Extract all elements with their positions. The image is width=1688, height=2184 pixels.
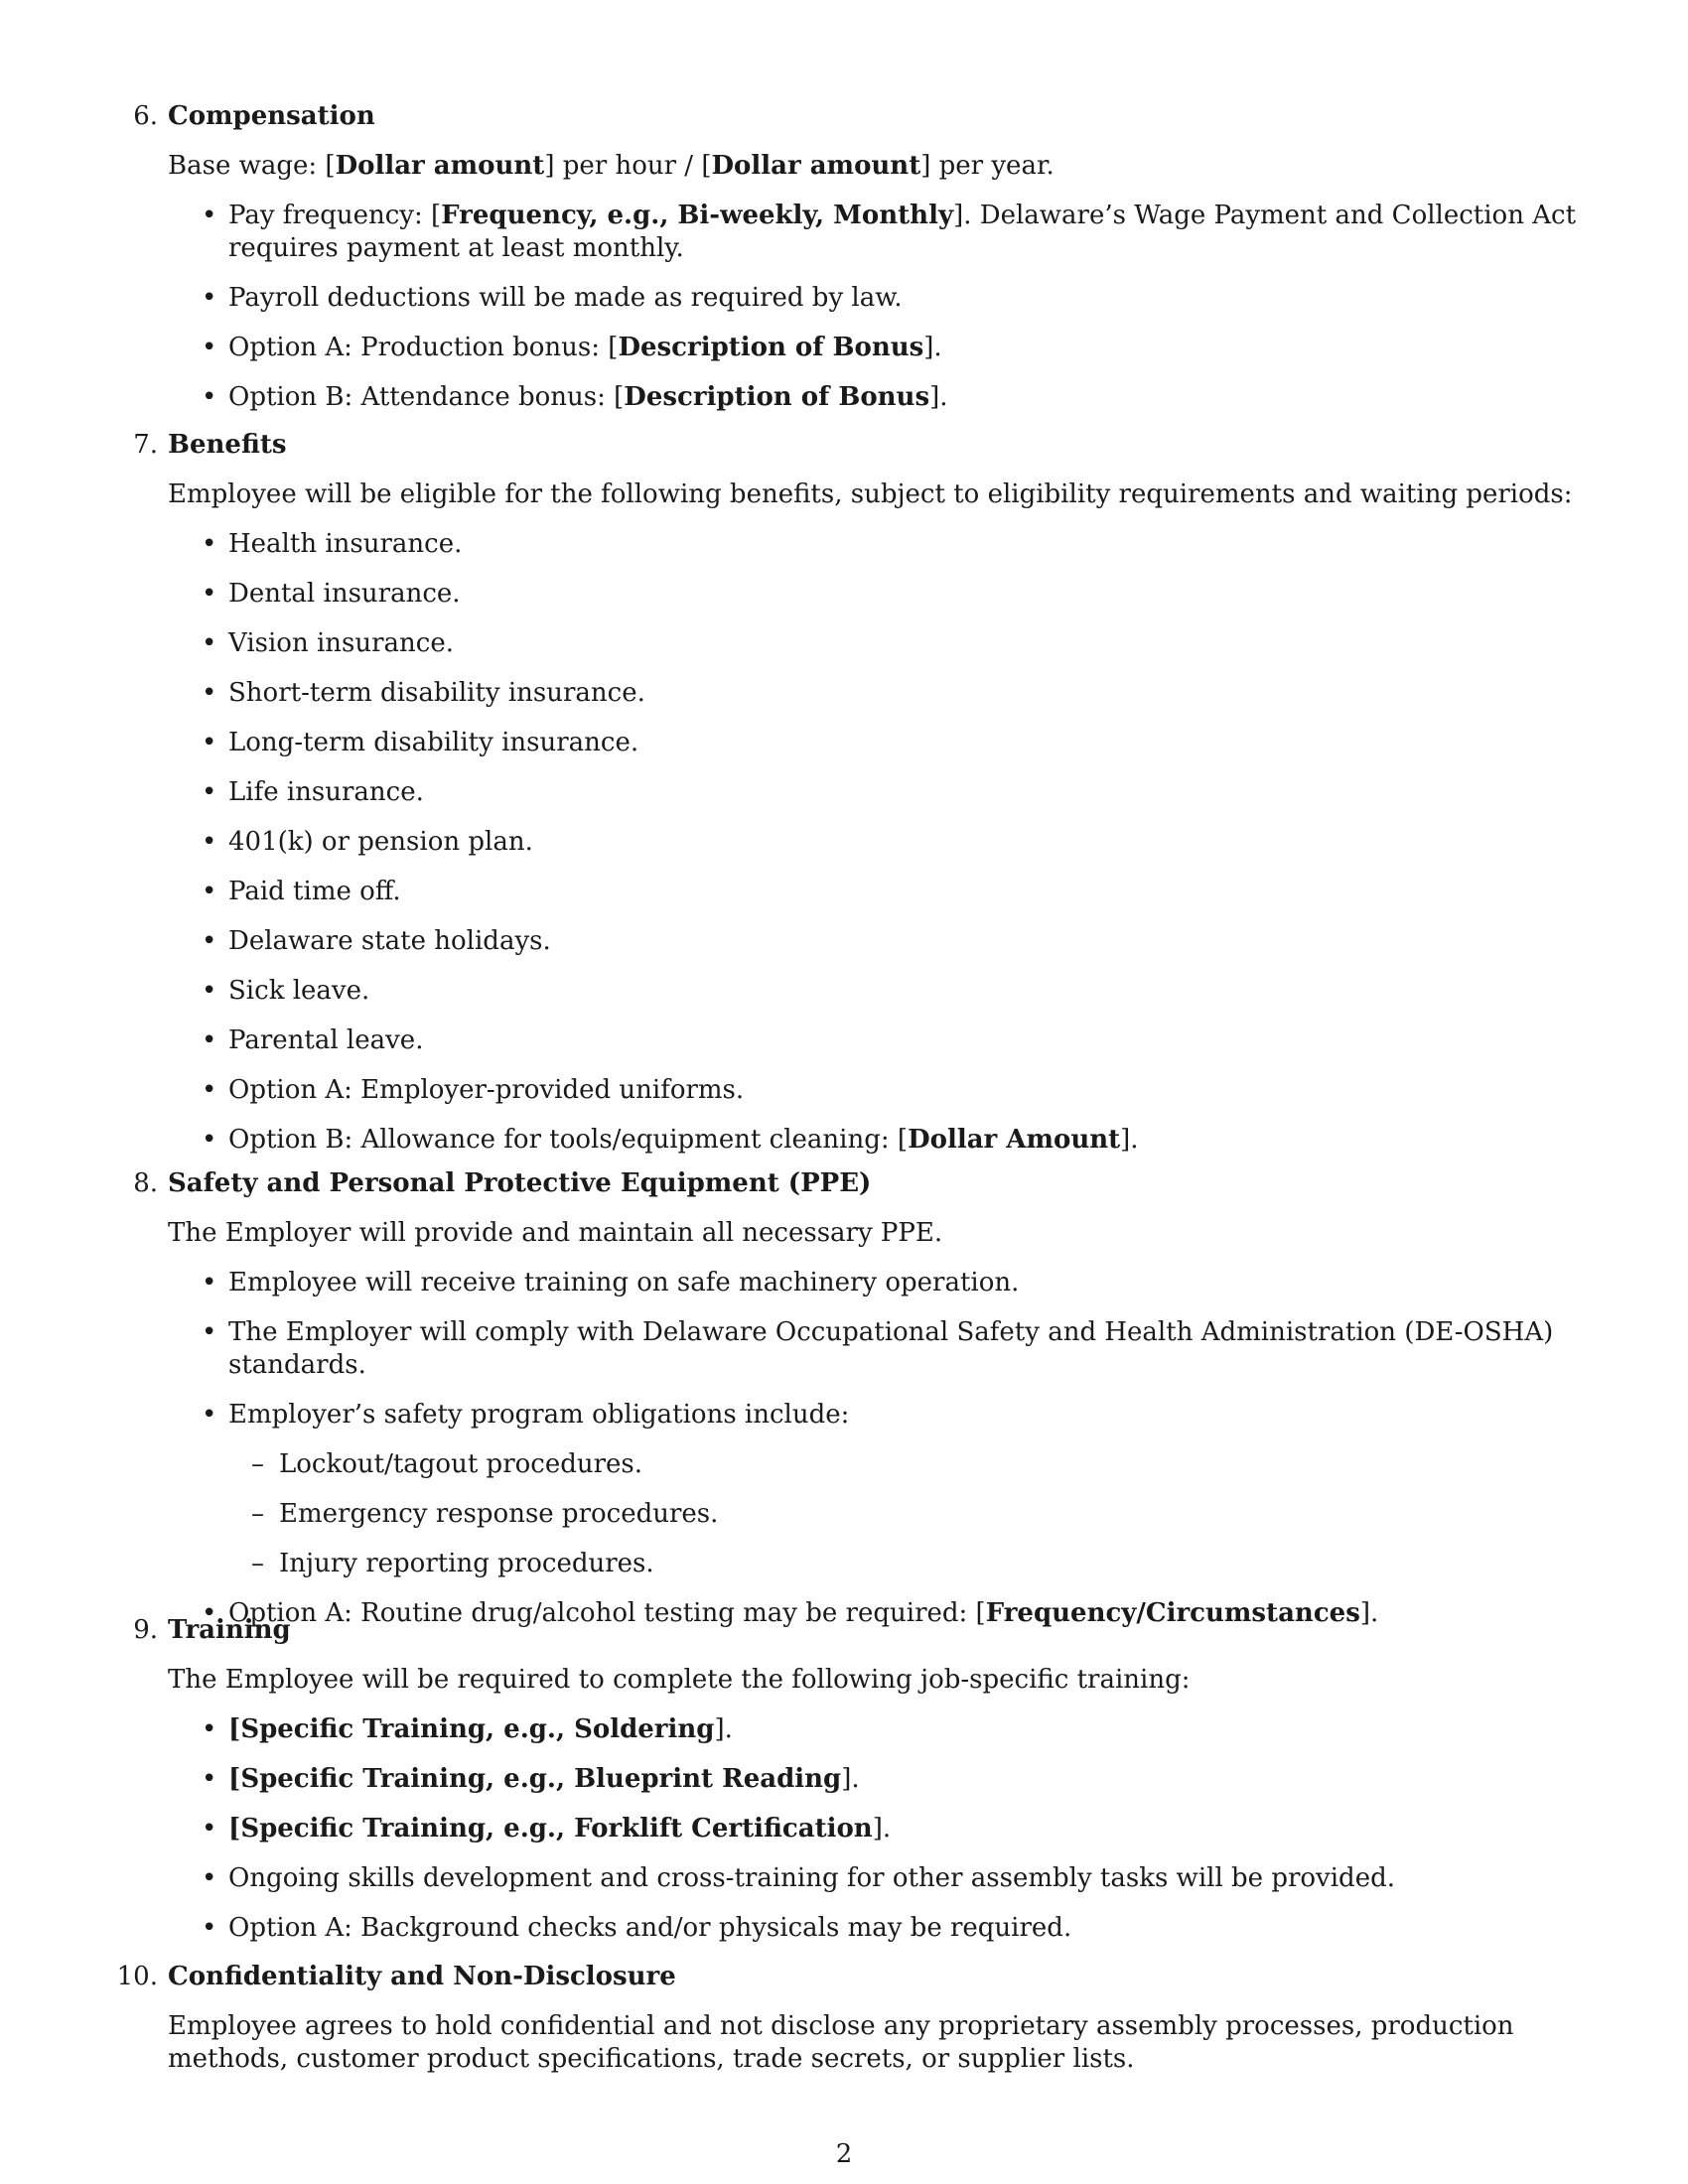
text-run: Base wage: [ [168,151,336,181]
text-run: ] per year. [920,151,1055,181]
section-number: 8. [133,1168,158,1198]
list-item: • Life insurance. [168,776,1603,809]
list-item: • Vision insurance. [168,627,1603,660]
section-number: 9. [133,1615,158,1645]
list-item [168,1813,1603,1845]
section-number: 7. [133,430,158,460]
list-item: • Long-term disability insurance. [168,727,1603,759]
list-item [168,200,1603,265]
section-training [133,1614,1603,1945]
text-run: Option B: Attendance bonus: [ [228,382,625,412]
list-item: • Delaware state holidays. [168,925,1603,958]
list-item: • Employee will receive training on safe machinery operation. [168,1267,1603,1299]
list-item: • Option A: Employer-provided uniforms. [168,1074,1603,1107]
section-confidentiality [116,1961,1603,2076]
placeholder-field: Dollar Amount [908,1125,1121,1155]
list-item: • Paid time off. [168,876,1603,908]
placeholder-field: Dollar amount [335,151,545,181]
bullet-list [168,1267,1603,1432]
list-item [168,1763,1603,1796]
section-intro: The Employee will be required to complete the following job-specific training: [168,1665,1191,1695]
sub-list [168,1448,1603,1580]
section-number: 6. [133,101,158,131]
text-run: ] per hour / [ [544,151,712,181]
placeholder-field: Description of Bonus [618,333,924,362]
bullet-list [168,528,1603,1157]
sub-list-item: – Injury reporting procedures. [168,1548,1603,1580]
text-run: ]. Delaware’s Wage Payment and Collection Act requires payment at least monthly. [228,201,1577,263]
text-run: Option A: Production bonus: [ [228,333,619,362]
section-compensation [133,100,1603,414]
sub-list-item: – Emergency response procedures. [168,1498,1603,1531]
text-run: Pay frequency: [ [228,201,442,230]
text-run: Option B: Allowance for tools/equipment cleaning: [ [228,1125,909,1155]
text-run: ]. [1359,1598,1379,1628]
text-run: Payroll deductions will be made as required by law. [228,283,903,313]
list-item [168,282,1603,315]
section-intro [168,150,1603,183]
list-item: • Dental insurance. [168,578,1603,611]
section-intro: The Employer will provide and maintain all necessary PPE. [168,1218,943,1248]
section-benefits [133,429,1603,1157]
placeholder-field: Specific Training, e.g., Soldering [240,1714,715,1744]
text-run: [ [228,1714,241,1744]
text-run: [ [228,1764,241,1794]
placeholder-field: Description of Bonus [624,382,930,412]
list-item: • Short-term disability insurance. [168,677,1603,710]
placeholder-field: Specific Training, e.g., Blueprint Reading [240,1764,842,1794]
section-title: Safety and Personal Protective Equipment (PPE) [168,1168,872,1198]
text-run: ]. [841,1764,860,1794]
list-item: • Employer’s safety program obligations include: [168,1399,1603,1432]
list-item: • Ongoing skills development and cross-training for other assembly tasks will be provided. [168,1862,1603,1895]
list-item: • Sick leave. [168,975,1603,1008]
placeholder-field: Dollar amount [711,151,921,181]
text-run: ]. [1120,1125,1139,1155]
text-run: ]. [872,1814,892,1843]
section-number: 10. [116,1962,158,1991]
section-intro: Employee agrees to hold confidential and not disclose any proprietary assembly processes, production methods, customer product specifications, trade secrets, or supplier lists. [168,2011,1514,2074]
list-item [168,1713,1603,1746]
list-item: • Option A: Background checks and/or physicals may be required. [168,1912,1603,1945]
list-item [168,332,1603,364]
section-title: Compensation [168,101,375,131]
list-item: • Health insurance. [168,528,1603,561]
placeholder-field: Frequency, e.g., Bi-weekly, Monthly [441,201,954,230]
list-item [168,1124,1603,1157]
section-intro: Employee will be eligible for the following benefits, subject to eligibility requirements and waiting periods: [168,479,1573,509]
page-number: 2 [835,2139,853,2169]
text-run: ]. [714,1714,733,1744]
bullet-list [168,1713,1603,1945]
list-item: • The Employer will comply with Delaware Occupational Safety and Health Administration (DE-OSHA) standards. [168,1316,1603,1382]
section-safety-ppe [133,1167,1603,1630]
text-run: Option A: Routine drug/alcohol testing may be required: [ [228,1598,986,1628]
section-title: Training [168,1615,291,1645]
text-run: ]. [929,382,948,412]
bullet-list [168,200,1603,414]
section-title: Benefits [168,430,287,460]
list-item: • Parental leave. [168,1024,1603,1057]
text-run: ]. [923,333,942,362]
text-run: [ [228,1814,241,1843]
placeholder-field: Specific Training, e.g., Forklift Certification [240,1814,873,1843]
section-title: Confidentiality and Non-Disclosure [168,1962,676,1991]
placeholder-field: Frequency/Circumstances [985,1598,1360,1628]
list-item [168,381,1603,414]
sub-list-item: – Lockout/tagout procedures. [168,1448,1603,1481]
list-item: • 401(k) or pension plan. [168,826,1603,859]
